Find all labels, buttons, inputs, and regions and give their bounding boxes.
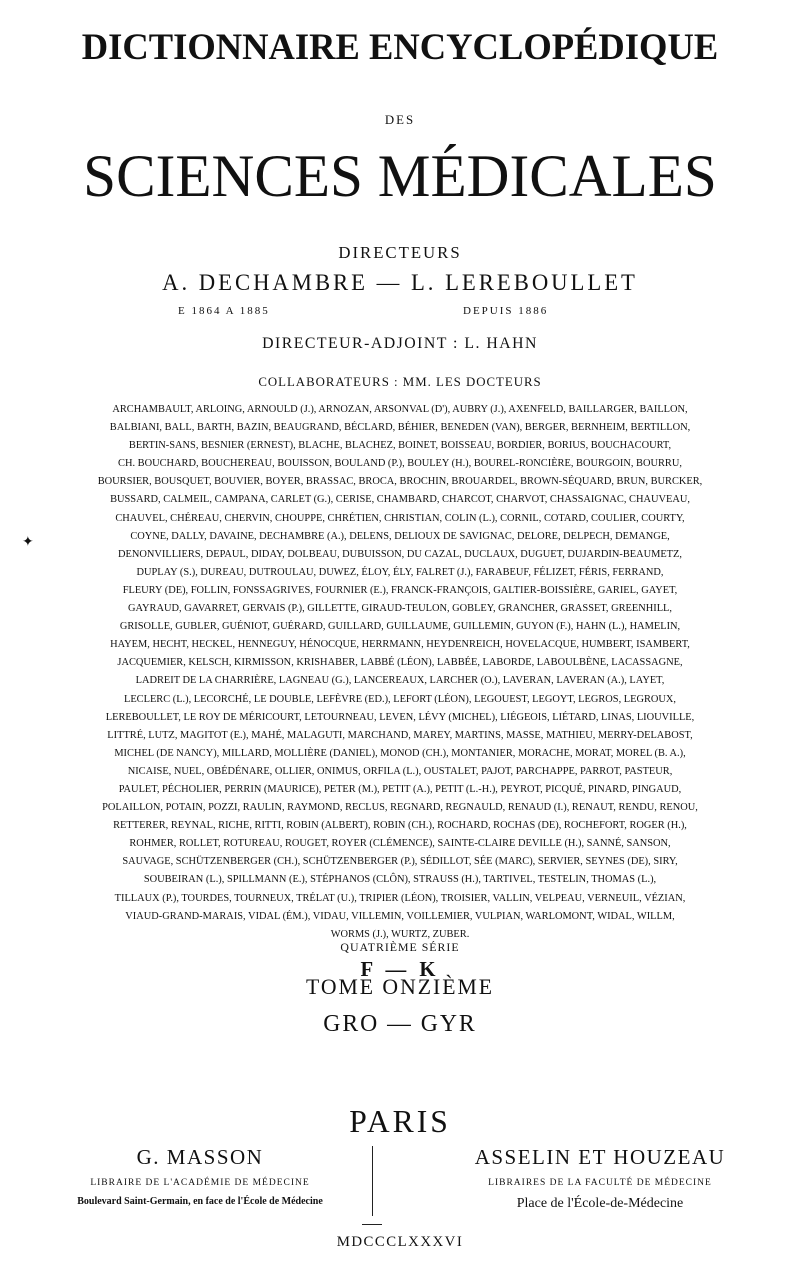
collaborateurs-line: COYNE, DALLY, DAVAINE, DECHAMBRE (A.), DELENS, DELIOUX DE SAVIGNAC, DELORE, DELPECH, DEMANGE, xyxy=(130,530,670,542)
collaborateurs-line: PAULET, PÉCHOLIER, PERRIN (MAURICE), PETER (M.), PETIT (A.), PETIT (L.-H.), PEYROT, PICQUÉ, PINARD, PINGAUD, xyxy=(118,783,682,795)
collaborateurs-line: WORMS (J.), WURTZ, ZUBER. xyxy=(330,928,470,940)
publisher-left-name: G. MASSON xyxy=(136,1145,264,1169)
collaborateurs-line: VIAUD-GRAND-MARAIS, VIDAL (ÉM.), VIDAU, VILLEMIN, VOILLEMIER, VULPIAN, WARLOMONT, WIDAL, WILLM, xyxy=(125,910,675,922)
collaborateurs-line: MICHEL (DE NANCY), MILLARD, MOLLIÈRE (DANIEL), MONOD (CH.), MONTANIER, MORACHE, MORAT, MOREL (B. A.), xyxy=(114,747,686,759)
collaborateurs-line: TILLAUX (P.), TOURDES, TOURNEUX, TRÉLAT (U.), TRIPIER (LÉON), TROISIER, VALLIN, VELPEAU, VERNEUIL, VÉZIAN, xyxy=(114,892,686,904)
tome-range: GRO — GYR xyxy=(323,1011,477,1037)
collaborateurs-line: NICAISE, NUEL, OBÉDÉNARE, OLLIER, ONIMUS, ORFILA (L.), OUSTALET, PAJOT, PARCHAPPE, PARROT, PASTEUR, xyxy=(127,765,673,777)
tome-label: TOME ONZIÈME xyxy=(305,974,495,999)
collaborateurs-line: CHAUVEL, CHÉREAU, CHERVIN, CHOUPPE, CHRÉTIEN, CHRISTIAN, COLIN (L.), CORNIL, COTARD, COULIER, COURTY, xyxy=(115,512,685,524)
publisher-right-name: ASSELIN ET HOUZEAU xyxy=(474,1145,726,1169)
collaborateurs-line: ROHMER, ROLLET, ROTUREAU, ROUGET, ROYER (CLÉMENCE), SAINTE-CLAIRE DEVILLE (H.), SANNÉ, SANSON, xyxy=(129,838,671,850)
collaborateurs-line: BALBIANI, BALL, BARTH, BAZIN, BEAUGRAND, BÉCLARD, BÉHIER, BENEDEN (VAN), BERGER, BERNHEIM, BERTILLON, xyxy=(109,422,691,434)
collaborateurs-line: LECLERC (L.), LECORCHÉ, LE DOUBLE, LEFÈVRE (ED.), LEFORT (LÉON), LEGOUEST, LEGOYT, LEGROS, LEGROUX, xyxy=(123,693,677,705)
collaborateurs-line: DENONVILLIERS, DEPAUL, DIDAY, DOLBEAU, DUBUISSON, DU CAZAL, DUCLAUX, DUGUET, DUJARDIN-BEAUMETZ, xyxy=(118,548,682,560)
dates-right: DEPUIS 1886 xyxy=(463,305,549,317)
directeur-adjoint: DIRECTEUR-ADJOINT : L. HAHN xyxy=(262,335,538,352)
collaborateurs-line: FLEURY (DE), FOLLIN, FONSSAGRIVES, FOURNIER (E.), FRANCK-FRANÇOIS, GALTIER-BOISSIÈRE, GARIEL, GAYET, xyxy=(122,584,678,596)
collaborateurs-line: RETTERER, REYNAL, RICHE, RITTI, ROBIN (ALBERT), ROBIN (CH.), ROCHARD, ROCHAS (DE), ROCHEFORT, ROGER (H.), xyxy=(113,820,687,832)
publisher-right-title: LIBRAIRES DE LA FACULTÉ DE MÉDECINE xyxy=(488,1178,712,1188)
collaborateurs-list xyxy=(20,401,780,944)
ink-mark-icon: ✦ xyxy=(22,535,34,550)
collaborateurs-line: BOURSIER, BOUSQUET, BOUVIER, BOYER, BRASSAC, BROCA, BROCHIN, BROUARDEL, BROWN-SÉQUARD, BRUN, BURCKER, xyxy=(97,476,703,488)
serie-range: F — K xyxy=(360,957,440,981)
serie-label: QUATRIÈME SÉRIE xyxy=(340,940,460,954)
collaborateurs-line: LEREBOULLET, LE ROY DE MÉRICOURT, LETOURNEAU, LEVEN, LÉVY (MICHEL), LIÉGEOIS, LIÉTARD, LINAS, LIOUVILLE, xyxy=(105,711,695,723)
publisher-left xyxy=(20,1145,380,1207)
publisher-right-address: Place de l'École-de-Médecine xyxy=(516,1196,684,1211)
collaborateurs-line: SAUVAGE, SCHÜTZENBERGER (CH.), SCHÜTZENBERGER (P.), SÉDILLOT, SÉE (MARC), SERVIER, SEYNES (DE), SIRY, xyxy=(122,856,678,868)
collaborateurs-label: COLLABORATEURS : MM. LES DOCTEURS xyxy=(258,374,542,389)
city: PARIS xyxy=(349,1103,451,1139)
publisher-right xyxy=(420,1145,780,1212)
collaborateurs-line: LITTRÉ, LUTZ, MAGITOT (E.), MAHÉ, MALAGUTI, MARCHAND, MAREY, MARTINS, MASSE, MATHIEU, MERRY-DELABOST, xyxy=(107,729,693,741)
collaborateurs-line: POLAILLON, POTAIN, POZZI, RAULIN, RAYMOND, RECLUS, REGNARD, REGNAULD, RENAUD (I.), RENAUT, RENDU, RENOU, xyxy=(102,802,698,814)
publisher-left-address: Boulevard Saint-Germain, en face de l'École de Médecine xyxy=(77,1196,323,1207)
dates-left: E 1864 A 1885 xyxy=(178,305,270,317)
collaborateurs-line: ARCHAMBAULT, ARLOING, ARNOULD (J.), ARNOZAN, ARSONVAL (D'), AUBRY (J.), AXENFELD, BAILLARGER, BAILLON, xyxy=(112,404,688,415)
title-connector: DES xyxy=(384,112,416,127)
directeurs-label: DIRECTEURS xyxy=(338,243,462,262)
collaborateurs-line: SOUBEIRAN (L.), SPILLMANN (E.), STÉPHANOS (CLÔN), STRAUSS (H.), TARTIVEL, TESTELIN, THOMAS (L.), xyxy=(143,874,657,886)
directeurs-names: A. DECHAMBRE — L. LEREBOULLET xyxy=(162,270,638,295)
collaborateurs-line: BERTIN-SANS, BESNIER (ERNEST), BLACHE, BLACHEZ, BOINET, BOISSEAU, BORDIER, BORIUS, BOUCHACOURT, xyxy=(128,440,672,452)
collaborateurs-line: GAYRAUD, GAVARRET, GERVAIS (P.), GILLETTE, GIRAUD-TEULON, GOBLEY, GRANCHER, GRASSET, GREENHILL, xyxy=(128,603,672,615)
publisher-left-title: LIBRAIRE DE L'ACADÉMIE DE MÉDECINE xyxy=(90,1178,310,1188)
collaborateurs-line: BUSSARD, CALMEIL, CAMPANA, CARLET (G.), CERISE, CHAMBARD, CHARCOT, CHARVOT, CHASSAIGNAC, CHAUVEAU, xyxy=(110,494,690,506)
publisher-divider xyxy=(372,1146,373,1216)
dictionary-title: DICTIONNAIRE ENCYCLOPÉDIQUE xyxy=(81,27,719,68)
collaborateurs-line: CH. BOUCHARD, BOUCHEREAU, BOUISSON, BOULAND (P.), BOULEY (H.), BOUREL-RONCIÈRE, BOURGOIN, BOURRU, xyxy=(118,458,682,470)
publication-year: MDCCCLXXXVI xyxy=(336,1234,464,1250)
collaborateurs-line: JACQUEMIER, KELSCH, KIRMISSON, KRISHABER, LABBÉ (LÉON), LABBÉE, LABORDE, LABOULBÈNE, LACASSAGNE, xyxy=(117,657,683,669)
bottom-rule xyxy=(362,1224,382,1225)
main-title: SCIENCES MÉDICALES xyxy=(83,143,717,209)
collaborateurs-line: LADREIT DE LA CHARRIÈRE, LAGNEAU (G.), LANCEREAUX, LARCHER (O.), LAVERAN, LAVERAN (A.), LAYET, xyxy=(135,675,665,687)
collaborateurs-line: HAYEM, HECHT, HECKEL, HENNEGUY, HÉNOCQUE, HERRMANN, HEYDENREICH, HOVELACQUE, HUMBERT, ISAMBERT, xyxy=(110,639,690,651)
collaborateurs-line: DUPLAY (S.), DUREAU, DUTROULAU, DUWEZ, ÉLOY, ÉLY, FALRET (J.), FARABEUF, FÉLIZET, FÉRIS, FERRAND, xyxy=(136,566,664,578)
collaborateurs-line: GRISOLLE, GUBLER, GUÉNIOT, GUÉRARD, GUILLARD, GUILLAUME, GUILLEMIN, GUYON (F.), HAHN (L.), HAMELIN, xyxy=(119,621,681,633)
